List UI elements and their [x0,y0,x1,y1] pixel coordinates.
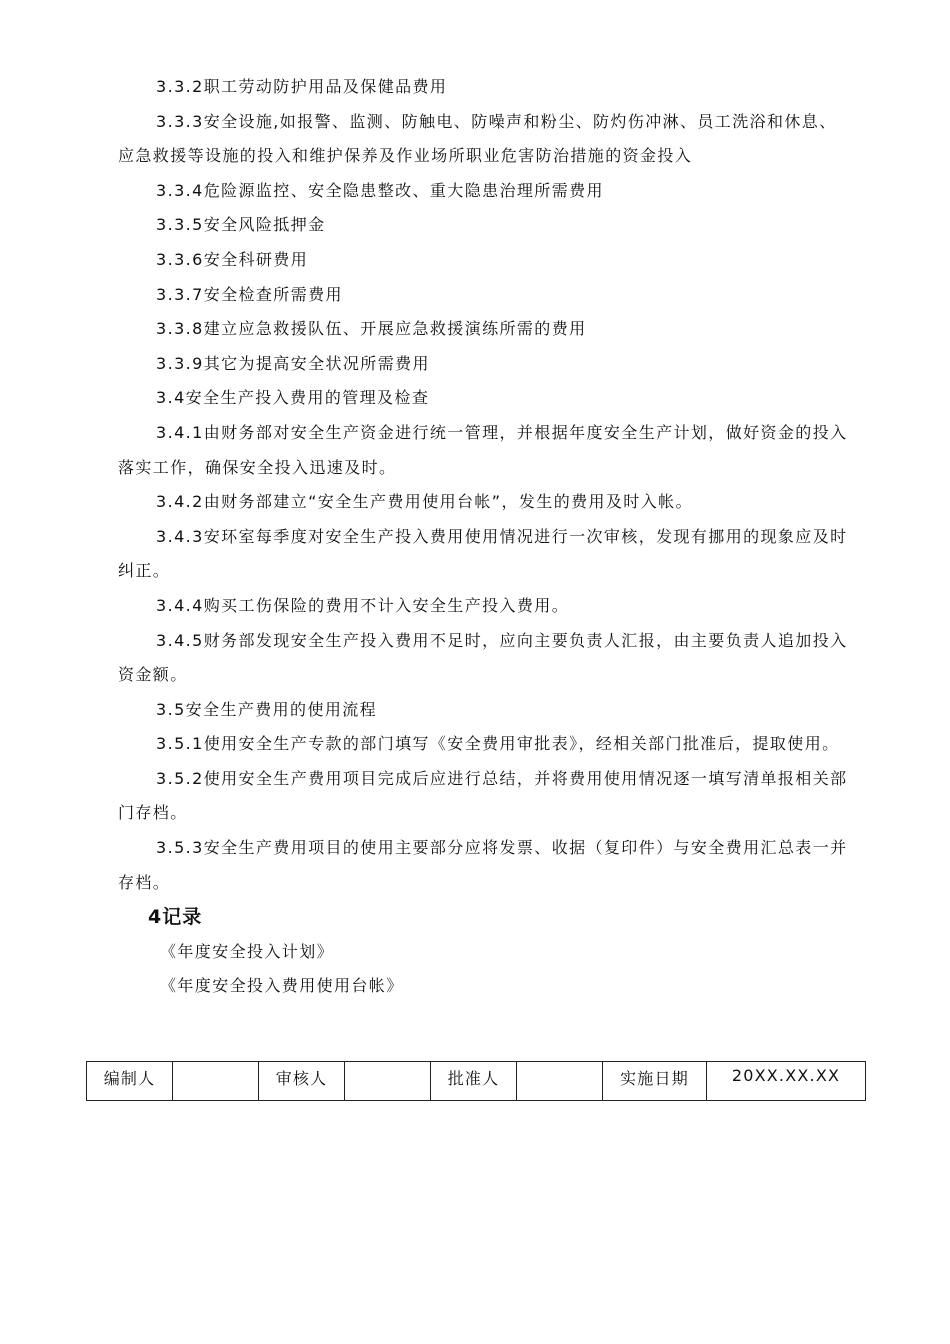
paragraph-3-4-3: 3.4.3安环室每季度对安全生产投入费用使用情况进行一次审核，发现有挪用的现象应及时纠正。 [118,526,848,581]
paragraph-3-3-9: 3.3.9其它为提高安全状况所需费用 [156,353,430,373]
signature-row [87,1062,866,1101]
implementation-date-value: 20XX.XX.XX [707,1062,866,1101]
paragraph-3-3-7: 3.3.7安全检查所需费用 [156,284,343,304]
paragraph-3-3-6: 3.3.6安全科研费用 [156,249,309,269]
paragraph-3-3-2: 3.3.2职工劳动防护用品及保健品费用 [156,77,448,96]
paragraph-3-3-3: 3.3.3安全设施,如报警、监测、防触电、防噪声和粉尘、防灼伤冲淋、员工洗浴和休息、应急救援等设施的投入和维护保养及作业场所职业危害防治措施的资金投入 [118,111,837,166]
implementation-date-label: 实施日期 [603,1062,707,1101]
paragraph-3-4-4: 3.4.4购买工伤保险的费用不计入安全生产投入费用。 [156,595,570,615]
reviewed-by-value [345,1062,431,1101]
signature-table [86,1061,866,1101]
approved-by-value [517,1062,603,1101]
prepared-by-label: 编制人 [87,1062,173,1101]
paragraph-3-5-1: 3.5.1使用安全生产专款的部门填写《安全费用审批表》，经相关部门批准后，提取使用。 [156,734,840,754]
paragraph-3-4-1: 3.4.1由财务部对安全生产资金进行统一管理，并根据年度安全生产计划，做好资金的投入落实工作，确保安全投入迅速及时。 [118,422,848,477]
section-4-heading: 4记录 [148,906,203,929]
paragraph-3-4-5: 3.4.5财务部发现安全生产投入费用不足时，应向主要负责人汇报，由主要负责人追加投入资金额。 [118,630,848,685]
heading-3-4: 3.4安全生产投入费用的管理及检查 [156,388,430,408]
paragraph-3-4-2: 3.4.2由财务部建立“安全生产费用使用台帐”，发生的费用及时入帐。 [156,492,693,512]
heading-3-5: 3.5安全生产费用的使用流程 [156,699,378,719]
reviewed-by-label: 审核人 [259,1062,345,1101]
paragraph-3-3-5: 3.3.5安全风险抵押金 [156,215,326,235]
paragraph-3-5-3: 3.5.3安全生产费用项目的使用主要部分应将发票、收据（复印件）与安全费用汇总表一并存档。 [118,838,848,892]
paragraph-3-3-4: 3.3.4危险源监控、安全隐患整改、重大隐患治理所需费用 [156,180,604,200]
document-body [118,70,848,1004]
record-item-annual-plan: 《年度安全投入计划》 [160,941,335,961]
paragraph-3-3-8: 3.3.8建立应急救援队伍、开展应急救援演练所需的费用 [156,319,587,339]
paragraph-3-5-2: 3.5.2使用安全生产费用项目完成后应进行总结，并将费用使用情况逐一填写清单报相关部门存档。 [118,768,848,823]
approved-by-label: 批准人 [431,1062,517,1101]
prepared-by-value [173,1062,259,1101]
record-item-expense-ledger: 《年度安全投入费用使用台帐》 [160,976,404,996]
